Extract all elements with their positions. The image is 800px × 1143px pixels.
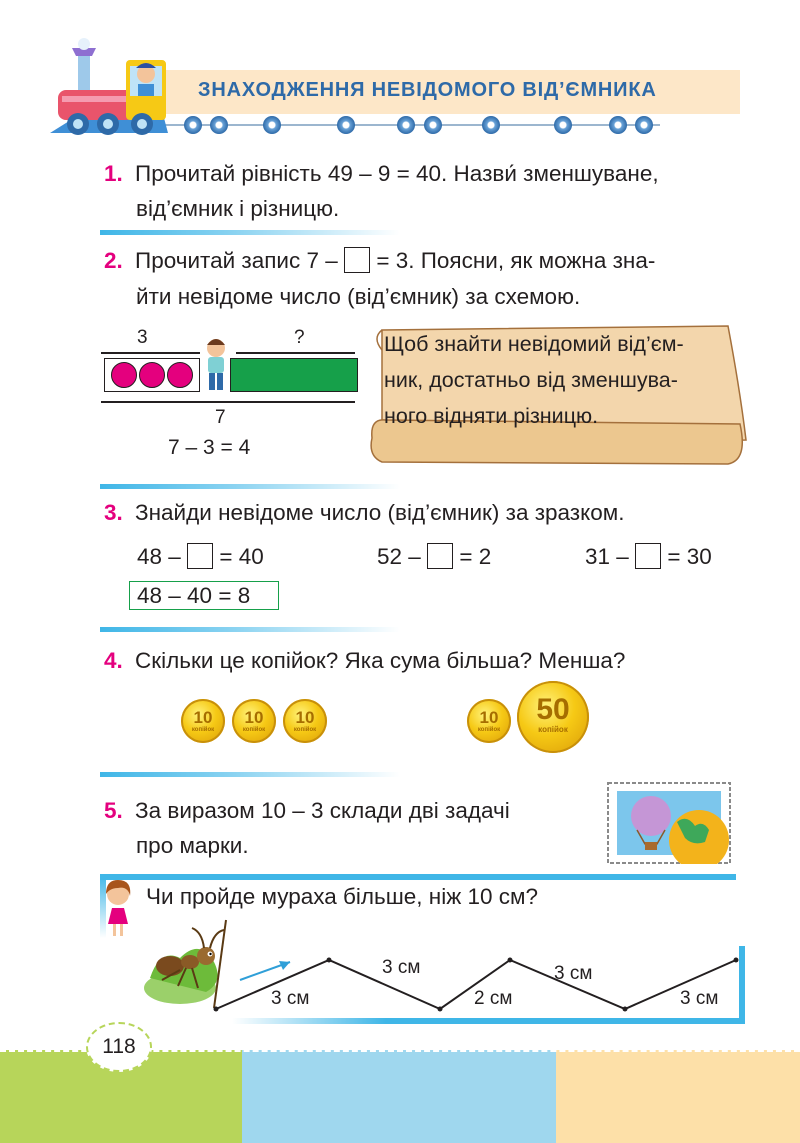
sample-answer: 48 – 40 = 8 xyxy=(137,583,251,608)
question-text: Чи пройде мураха більше, ніж 10 см? xyxy=(146,884,539,909)
example-left: 48 – xyxy=(137,544,181,569)
footer-peach xyxy=(556,1050,800,1143)
scheme-equation: 7 – 3 = 4 xyxy=(168,436,251,459)
task-text-line2: йти невідоме число (від’ємник) за схемою. xyxy=(136,284,581,309)
task-number: 1. xyxy=(104,161,123,186)
task-text: Знайди невідоме число (від’ємник) за зразком. xyxy=(135,500,625,525)
rule-line2: ник, достатньо від зменшува- xyxy=(384,368,678,392)
rule-line1: Щоб знайти невідомий від’єм- xyxy=(384,332,684,356)
task-number: 4. xyxy=(104,648,123,673)
task-text: За виразом 10 – 3 склади дві задачі xyxy=(135,798,510,823)
coin-value: 10 xyxy=(244,708,264,727)
example-right: = 2 xyxy=(459,544,492,569)
coin-value: 50 xyxy=(536,693,570,726)
example-right: = 40 xyxy=(219,544,264,569)
coin-word: копійок xyxy=(191,727,215,733)
scheme-label-bottom: 7 xyxy=(215,407,226,428)
path-point xyxy=(327,958,332,963)
segment-length: 3 см xyxy=(554,963,593,984)
path-point xyxy=(508,958,513,963)
path-point xyxy=(438,1007,443,1012)
task-text: Прочитай рівність 49 – 9 = 40. Назви́ зменшуване, xyxy=(135,161,659,186)
task-text-line2: від’ємник і різницю. xyxy=(136,196,340,221)
scheme-label-left: 3 xyxy=(137,327,148,348)
segment-length: 2 см xyxy=(474,988,513,1009)
path-point xyxy=(734,958,739,963)
footer-blue xyxy=(242,1050,556,1143)
coin-word: копійок xyxy=(242,727,266,733)
page-number: 118 xyxy=(102,1035,136,1058)
coin-value: 10 xyxy=(479,708,499,727)
example-left: 31 – xyxy=(585,544,629,569)
path-point xyxy=(214,1007,219,1012)
coin-value: 10 xyxy=(295,708,315,727)
task-number: 5. xyxy=(104,798,123,823)
task-text: = 3. Поясни, як можна зна- xyxy=(376,248,656,273)
page-title: ЗНАХОДЖЕННЯ НЕВІДОМОГО ВІД’ЄМНИКА xyxy=(198,79,657,101)
segment-length: 3 см xyxy=(382,957,421,978)
scheme-label-right: ? xyxy=(294,327,305,348)
segment-length: 3 см xyxy=(271,988,310,1009)
path-point xyxy=(623,1007,628,1012)
task-text: Скільки це копійок? Яка сума більша? Менша? xyxy=(135,648,626,673)
rule-line3: ного відняти різницю. xyxy=(384,404,599,428)
task-text: Прочитай запис 7 – xyxy=(135,248,338,273)
coin-word: копійок xyxy=(293,727,317,733)
coin-value: 10 xyxy=(193,708,213,727)
task-number: 3. xyxy=(104,500,123,525)
coin-word: копійок xyxy=(477,727,501,733)
task-number: 2. xyxy=(104,248,123,273)
coin-word: копійок xyxy=(538,725,568,734)
task-text-line2: про марки. xyxy=(136,833,249,858)
segment-length: 3 см xyxy=(680,988,719,1009)
example-left: 52 – xyxy=(377,544,421,569)
example-right: = 30 xyxy=(667,544,712,569)
